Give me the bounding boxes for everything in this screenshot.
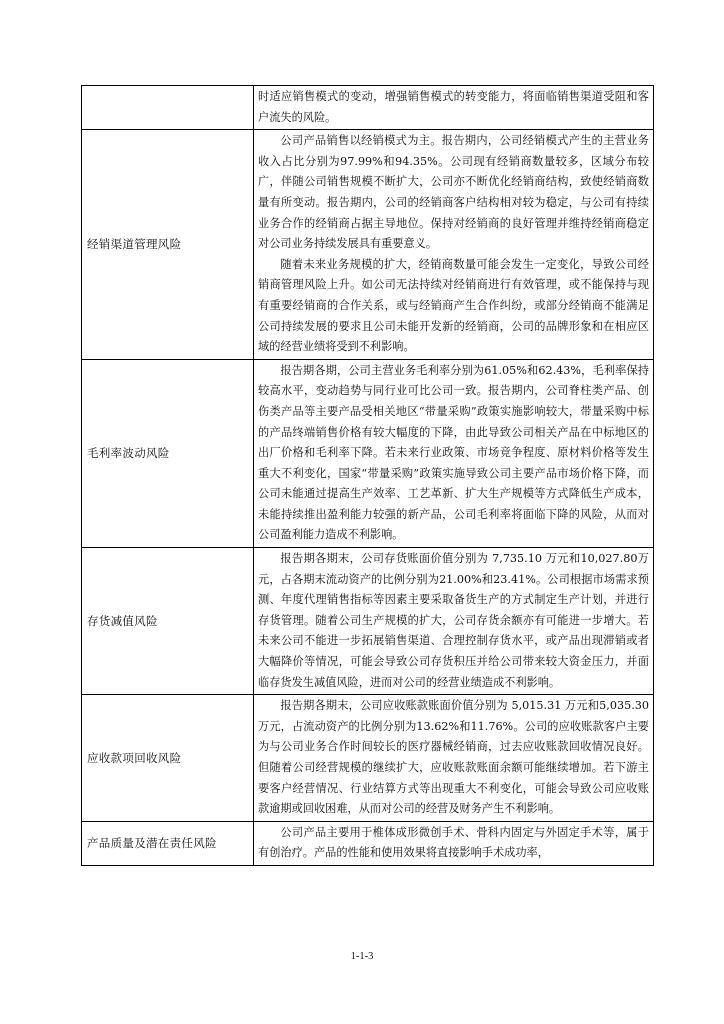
paragraph: 报告期各期末，公司应收账款账面价值分别为 5,015.31 万元和5,035.30万元，占流动资产的比例分别为13.62%和11.76%。公司的应收账款客户主要为与公司业务合作时间较长的医疗器械经销商，过去应收账款回收情况良好。但随着公司经营规模的继续扩大，应收账款账面余额可能继续增加。若下游主要客户经营情况、行业结算方式等出现重大不利变化，可能会导致公司应收账款逾期或回收困难，从而对公司的经营及财务产生不利影响。 [258,699,649,816]
paragraph: 报告期各期末，公司存货账面价值分别为 7,735.10 万元和10,027.80万元，占各期末流动资产的比例分别为21.00%和23.41%。公司根据市场需求预测、年度代理销售指标等因素主要采取备货生产的方式制定生产计划，并进行存货管理。随着公司生产规模的扩大，公司存货余额亦有可能进一步增大。若未来公司不能进一步拓展销售渠道、合理控制存货水平，或产品出现滞销或者大幅降价等情况，可能会导致公司存货积压并给公司带来较大资金压力，并面临存货发生减值风险，进而对公司的经营业绩造成不利影响。 [258,552,649,689]
risk-factor-table [81,85,654,866]
risk-description-cell [254,86,654,130]
paragraph: 公司产品销售以经销模式为主。报告期内，公司经销模式产生的主营业务收入占比分别为97.99%和94.35%。公司现有经销商数量较多，区域分布较广，伴随公司销售规模不断扩大，公司亦不断优化经销商结构，致使经销商数量有所变动。报告期内，公司的经销商客户结构相对较为稳定，与公司有持续业务合作的经销商占据主导地位。保持对经销商的良好管理并维持经销商稳定对公司业务持续发展具有重要意义。 [258,134,649,251]
risk-description-cell [254,359,654,547]
table-row [82,695,654,822]
paragraph: 报告期各期，公司主营业务毛利率分别为61.05%和62.43%，毛利率保持较高水平，变动趋势与同行业可比公司一致。报告期内，公司脊柱类产品、创伤类产品等主要产品受相关地区“带量采购”政策实施影响较大，带量采购中标的产品终端销售价格有较大幅度的下降，由此导致公司相关产品在中标地区的出厂价格和毛利率下降。若未来行业政策、市场竞争程度、原材料价格等发生重大不利变化，国家“带量采购”政策实施导致公司主要产品市场价格下降，而公司未能通过提高生产效率、工艺革新、扩大生产规模等方式降低生产成本，未能持续推出盈利能力较强的新产品，公司毛利率将面临下降的风险，从而对公司盈利能力造成不利影响。 [258,363,649,542]
risk-name-cell: 经销渠道管理风险 [82,130,254,360]
risk-name-cell [82,86,254,130]
paragraph: 随着未来业务规模的扩大，经销商数量可能会发生一定变化，导致公司经销商管理风险上升。如公司无法持续对经销商进行有效管理，或不能保持与现有重要经销商的合作关系，或与经销商产生合作纠纷，或部分经销商不能满足公司持续发展的要求且公司未能开发新的经销商，公司的品牌形象和在相应区域的经营业绩将受到不利影响。 [258,257,649,354]
risk-name-cell: 产品质量及潜在责任风险 [82,821,254,865]
risk-description-cell [254,821,654,865]
paragraph: 时适应销售模式的变动，增强销售模式的转变能力，将面临销售渠道受阻和客户流失的风险。 [258,90,649,124]
risk-description-cell [254,695,654,822]
table-row [82,821,654,865]
risk-name-cell: 毛利率波动风险 [82,359,254,547]
page-number: 1-1-3 [350,951,374,962]
risk-description-cell [254,548,654,695]
risk-name-cell: 存货减值风险 [82,548,254,695]
table-row [82,130,654,360]
risk-name-cell: 应收款项回收风险 [82,695,254,822]
table-row [82,86,654,130]
table-row [82,548,654,695]
paragraph: 公司产品主要用于椎体成形微创手术、骨科内固定与外固定手术等，属于有创治疗。产品的性能和使用效果将直接影响手术成功率， [258,825,649,860]
risk-description-cell [254,130,654,360]
table-row [82,359,654,547]
